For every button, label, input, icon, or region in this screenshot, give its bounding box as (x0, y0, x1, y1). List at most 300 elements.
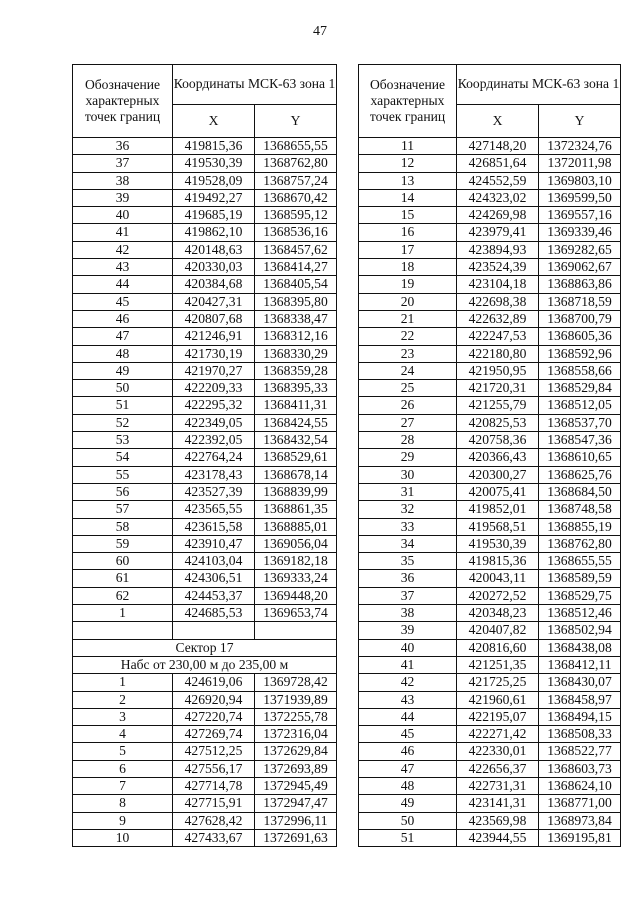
x-cell: 424103,04 (173, 553, 255, 570)
x-cell: 422731,31 (457, 777, 539, 794)
y-cell: 1368762,80 (539, 535, 621, 552)
table-row (73, 345, 337, 362)
point-number-cell: 61 (73, 570, 173, 587)
y-cell: 1368457,62 (255, 241, 337, 258)
table-row (359, 812, 621, 829)
coordinates-table-right (358, 64, 621, 847)
x-cell: 421950,95 (457, 362, 539, 379)
y-cell: 1368414,27 (255, 259, 337, 276)
table-row (359, 293, 621, 310)
point-number-cell: 46 (359, 743, 457, 760)
x-cell: 422349,05 (173, 414, 255, 431)
point-number-cell: 5 (73, 743, 173, 760)
table-row (359, 345, 621, 362)
x-cell: 423894,93 (457, 241, 539, 258)
y-cell: 1369448,20 (255, 587, 337, 604)
table-row (359, 362, 621, 379)
table-row (73, 397, 337, 414)
table-row (359, 189, 621, 206)
point-number-cell: 50 (73, 380, 173, 397)
table-row (73, 241, 337, 258)
table-row (359, 155, 621, 172)
y-cell: 1368412,11 (539, 656, 621, 673)
table-row (73, 432, 337, 449)
y-cell: 1372011,98 (539, 155, 621, 172)
point-number-cell: 40 (73, 207, 173, 224)
y-cell: 1368359,28 (255, 362, 337, 379)
point-number-cell: 48 (359, 777, 457, 794)
x-cell: 420807,68 (173, 310, 255, 327)
table-row (73, 570, 337, 587)
y-cell: 1368684,50 (539, 483, 621, 500)
y-cell: 1368529,84 (539, 380, 621, 397)
x-cell: 420348,23 (457, 605, 539, 622)
table-row (73, 224, 337, 241)
y-cell: 1368603,73 (539, 760, 621, 777)
point-number-cell: 3 (73, 708, 173, 725)
y-cell: 1368670,42 (255, 189, 337, 206)
empty-cell (173, 622, 255, 639)
point-number-cell: 58 (73, 518, 173, 535)
designation-header: Обозначение характерных точек границ (359, 65, 457, 138)
point-number-cell: 35 (359, 553, 457, 570)
x-cell: 423569,98 (457, 812, 539, 829)
point-number-cell: 8 (73, 795, 173, 812)
point-number-cell: 44 (359, 708, 457, 725)
point-number-cell: 13 (359, 172, 457, 189)
y-cell: 1368547,36 (539, 432, 621, 449)
x-cell: 424306,51 (173, 570, 255, 587)
x-cell: 421720,31 (457, 380, 539, 397)
point-number-cell: 41 (73, 224, 173, 241)
y-cell: 1368625,76 (539, 466, 621, 483)
table-row (73, 743, 337, 760)
table-row (73, 777, 337, 794)
point-number-cell: 25 (359, 380, 457, 397)
x-cell: 419492,27 (173, 189, 255, 206)
point-number-cell: 29 (359, 449, 457, 466)
table-row (73, 328, 337, 345)
x-cell: 421255,79 (457, 397, 539, 414)
y-cell: 1368624,10 (539, 777, 621, 794)
point-number-cell: 42 (73, 241, 173, 258)
x-cell: 422764,24 (173, 449, 255, 466)
y-cell: 1368430,07 (539, 674, 621, 691)
table-row (359, 483, 621, 500)
x-cell: 421960,61 (457, 691, 539, 708)
x-cell: 419568,51 (457, 518, 539, 535)
x-cell: 427433,67 (173, 829, 255, 846)
point-number-cell: 54 (73, 449, 173, 466)
right-rows (359, 138, 621, 847)
y-header: Y (255, 104, 337, 137)
x-cell: 423141,31 (457, 795, 539, 812)
page-number: 47 (313, 24, 327, 39)
point-number-cell: 43 (359, 691, 457, 708)
y-cell: 1368748,58 (539, 501, 621, 518)
table-row (359, 829, 621, 846)
designation-header: Обозначение характерных точек границ (73, 65, 173, 138)
x-cell: 419815,36 (457, 553, 539, 570)
table-row (73, 189, 337, 206)
sector-subtitle: Набс от 230,00 м до 235,00 м (73, 656, 337, 673)
y-cell: 1372629,84 (255, 743, 337, 760)
table-row (73, 155, 337, 172)
x-cell: 419685,19 (173, 207, 255, 224)
x-cell: 421730,19 (173, 345, 255, 362)
x-cell: 422295,32 (173, 397, 255, 414)
point-number-cell: 9 (73, 812, 173, 829)
table-row (73, 518, 337, 535)
point-number-cell: 6 (73, 760, 173, 777)
y-cell: 1368973,84 (539, 812, 621, 829)
y-cell: 1368655,55 (539, 553, 621, 570)
x-cell: 426920,94 (173, 691, 255, 708)
y-header: Y (539, 104, 621, 137)
y-cell: 1368757,24 (255, 172, 337, 189)
y-cell: 1368855,19 (539, 518, 621, 535)
point-number-cell: 60 (73, 553, 173, 570)
point-number-cell: 20 (359, 293, 457, 310)
x-cell: 421725,25 (457, 674, 539, 691)
table-row (73, 605, 337, 622)
y-cell: 1368863,86 (539, 276, 621, 293)
y-cell: 1372255,78 (255, 708, 337, 725)
x-cell: 427269,74 (173, 726, 255, 743)
table-row (73, 760, 337, 777)
y-cell: 1368536,16 (255, 224, 337, 241)
point-number-cell: 12 (359, 155, 457, 172)
point-number-cell: 21 (359, 310, 457, 327)
y-cell: 1368338,47 (255, 310, 337, 327)
y-cell: 1369056,04 (255, 535, 337, 552)
x-cell: 420825,53 (457, 414, 539, 431)
point-number-cell: 43 (73, 259, 173, 276)
point-number-cell: 17 (359, 241, 457, 258)
table-row (359, 587, 621, 604)
x-cell: 419530,39 (457, 535, 539, 552)
y-cell: 1368678,14 (255, 466, 337, 483)
point-number-cell: 40 (359, 639, 457, 656)
x-cell: 423178,43 (173, 466, 255, 483)
y-cell: 1368885,01 (255, 518, 337, 535)
x-cell: 422180,80 (457, 345, 539, 362)
y-cell: 1369557,16 (539, 207, 621, 224)
y-cell: 1371939,89 (255, 691, 337, 708)
y-cell: 1369182,18 (255, 553, 337, 570)
point-number-cell: 45 (73, 293, 173, 310)
table-row (359, 224, 621, 241)
point-number-cell: 19 (359, 276, 457, 293)
table-row (359, 622, 621, 639)
point-number-cell: 18 (359, 259, 457, 276)
table-row (359, 259, 621, 276)
point-number-cell: 47 (73, 328, 173, 345)
y-cell: 1368589,59 (539, 570, 621, 587)
y-cell: 1369333,24 (255, 570, 337, 587)
y-cell: 1368458,97 (539, 691, 621, 708)
y-cell: 1368655,55 (255, 138, 337, 155)
x-cell: 423944,55 (457, 829, 539, 846)
table-row (73, 310, 337, 327)
point-number-cell: 46 (73, 310, 173, 327)
table-row (73, 483, 337, 500)
table-row (73, 138, 337, 155)
table-row (359, 414, 621, 431)
x-cell: 421246,91 (173, 328, 255, 345)
x-cell: 422271,42 (457, 726, 539, 743)
x-cell: 427556,17 (173, 760, 255, 777)
point-number-cell: 50 (359, 812, 457, 829)
coordinates-header: Координаты МСК-63 зона 1 (173, 65, 337, 105)
y-cell: 1369339,46 (539, 224, 621, 241)
table-row (73, 362, 337, 379)
point-number-cell: 1 (73, 605, 173, 622)
point-number-cell: 11 (359, 138, 457, 155)
x-cell: 427714,78 (173, 777, 255, 794)
y-cell: 1368411,31 (255, 397, 337, 414)
y-cell: 1368395,33 (255, 380, 337, 397)
table-row (359, 466, 621, 483)
x-cell: 427220,74 (173, 708, 255, 725)
table-row (359, 397, 621, 414)
table-row (73, 535, 337, 552)
table-row (73, 795, 337, 812)
point-number-cell: 38 (359, 605, 457, 622)
y-cell: 1368502,94 (539, 622, 621, 639)
x-cell: 419528,09 (173, 172, 255, 189)
y-cell: 1372996,11 (255, 812, 337, 829)
y-cell: 1369803,10 (539, 172, 621, 189)
table-row (359, 743, 621, 760)
point-number-cell: 30 (359, 466, 457, 483)
table-row (73, 553, 337, 570)
table-row (73, 656, 337, 673)
point-number-cell: 38 (73, 172, 173, 189)
x-cell: 420384,68 (173, 276, 255, 293)
x-cell: 420366,43 (457, 449, 539, 466)
point-number-cell: 7 (73, 777, 173, 794)
x-cell: 427715,91 (173, 795, 255, 812)
x-cell: 424323,02 (457, 189, 539, 206)
y-cell: 1372945,49 (255, 777, 337, 794)
table-row (359, 570, 621, 587)
table-row (359, 674, 621, 691)
point-number-cell: 36 (73, 138, 173, 155)
y-cell: 1368861,35 (255, 501, 337, 518)
point-number-cell: 55 (73, 466, 173, 483)
y-cell: 1368771,00 (539, 795, 621, 812)
y-cell: 1369195,81 (539, 829, 621, 846)
x-cell: 422330,01 (457, 743, 539, 760)
x-cell: 422698,38 (457, 293, 539, 310)
point-number-cell: 2 (73, 691, 173, 708)
point-number-cell: 26 (359, 397, 457, 414)
y-cell: 1368432,54 (255, 432, 337, 449)
coordinates-header: Координаты МСК-63 зона 1 (457, 65, 621, 105)
table-row (73, 276, 337, 293)
x-cell: 421970,27 (173, 362, 255, 379)
x-cell: 419815,36 (173, 138, 255, 155)
table-row (359, 726, 621, 743)
y-cell: 1368312,16 (255, 328, 337, 345)
table-row (359, 795, 621, 812)
point-number-cell: 45 (359, 726, 457, 743)
point-number-cell: 24 (359, 362, 457, 379)
x-cell: 422656,37 (457, 760, 539, 777)
table-row (359, 656, 621, 673)
x-cell: 424453,37 (173, 587, 255, 604)
table-row (359, 276, 621, 293)
y-cell: 1368512,46 (539, 605, 621, 622)
x-cell: 419852,01 (457, 501, 539, 518)
table-row (73, 812, 337, 829)
y-cell: 1369599,50 (539, 189, 621, 206)
x-cell: 420148,63 (173, 241, 255, 258)
table-row (359, 760, 621, 777)
x-cell: 424685,53 (173, 605, 255, 622)
y-cell: 1372693,89 (255, 760, 337, 777)
table-row (73, 414, 337, 431)
x-cell: 421251,35 (457, 656, 539, 673)
table-row (73, 708, 337, 725)
y-cell: 1369282,65 (539, 241, 621, 258)
point-number-cell: 37 (73, 155, 173, 172)
point-number-cell: 23 (359, 345, 457, 362)
x-cell: 420816,60 (457, 639, 539, 656)
y-cell: 1368494,15 (539, 708, 621, 725)
point-number-cell: 51 (359, 829, 457, 846)
table-row (359, 535, 621, 552)
y-cell: 1368558,66 (539, 362, 621, 379)
y-cell: 1372316,04 (255, 726, 337, 743)
table-row (73, 172, 337, 189)
table-row (73, 380, 337, 397)
x-cell: 423910,47 (173, 535, 255, 552)
x-cell: 423615,58 (173, 518, 255, 535)
table-row (359, 777, 621, 794)
point-number-cell: 48 (73, 345, 173, 362)
table-row (359, 241, 621, 258)
point-number-cell: 22 (359, 328, 457, 345)
point-number-cell: 10 (73, 829, 173, 846)
y-cell: 1368529,75 (539, 587, 621, 604)
x-cell: 424619,06 (173, 674, 255, 691)
x-cell: 422392,05 (173, 432, 255, 449)
table-row (73, 726, 337, 743)
x-cell: 420427,31 (173, 293, 255, 310)
x-header: X (457, 104, 539, 137)
point-number-cell: 32 (359, 501, 457, 518)
x-cell: 422247,53 (457, 328, 539, 345)
point-number-cell: 56 (73, 483, 173, 500)
y-cell: 1372947,47 (255, 795, 337, 812)
point-number-cell: 53 (73, 432, 173, 449)
table-row (359, 172, 621, 189)
point-number-cell: 62 (73, 587, 173, 604)
point-number-cell: 14 (359, 189, 457, 206)
x-cell: 419862,10 (173, 224, 255, 241)
x-cell: 424552,59 (457, 172, 539, 189)
point-number-cell: 37 (359, 587, 457, 604)
y-cell: 1372691,63 (255, 829, 337, 846)
x-cell: 422195,07 (457, 708, 539, 725)
table-row (359, 605, 621, 622)
point-number-cell: 44 (73, 276, 173, 293)
table-row (73, 691, 337, 708)
x-cell: 420043,11 (457, 570, 539, 587)
table-row (359, 639, 621, 656)
x-cell: 423524,39 (457, 259, 539, 276)
table-row (359, 449, 621, 466)
point-number-cell: 57 (73, 501, 173, 518)
table-row (73, 259, 337, 276)
x-cell: 422632,89 (457, 310, 539, 327)
table-row (73, 674, 337, 691)
table-row (359, 553, 621, 570)
x-cell: 423527,39 (173, 483, 255, 500)
point-number-cell: 36 (359, 570, 457, 587)
table-row (73, 466, 337, 483)
coordinates-table-left (72, 64, 337, 847)
point-number-cell: 16 (359, 224, 457, 241)
table-row (73, 622, 337, 639)
point-number-cell: 4 (73, 726, 173, 743)
y-cell: 1368330,29 (255, 345, 337, 362)
x-cell: 420407,82 (457, 622, 539, 639)
y-cell: 1369062,67 (539, 259, 621, 276)
x-cell: 420075,41 (457, 483, 539, 500)
point-number-cell: 42 (359, 674, 457, 691)
table-row (359, 138, 621, 155)
y-cell: 1368610,65 (539, 449, 621, 466)
y-cell: 1368424,55 (255, 414, 337, 431)
table-row (359, 380, 621, 397)
y-cell: 1368522,77 (539, 743, 621, 760)
table-row (73, 207, 337, 224)
point-number-cell: 39 (73, 189, 173, 206)
table-row (359, 518, 621, 535)
table-row (359, 691, 621, 708)
y-cell: 1368438,08 (539, 639, 621, 656)
point-number-cell: 49 (73, 362, 173, 379)
point-number-cell: 15 (359, 207, 457, 224)
left-rows-a (73, 138, 337, 622)
y-cell: 1368537,70 (539, 414, 621, 431)
table-row (73, 501, 337, 518)
point-number-cell: 31 (359, 483, 457, 500)
x-cell: 423565,55 (173, 501, 255, 518)
y-cell: 1368508,33 (539, 726, 621, 743)
x-cell: 427512,25 (173, 743, 255, 760)
x-cell: 419530,39 (173, 155, 255, 172)
x-cell: 424269,98 (457, 207, 539, 224)
table-row (73, 449, 337, 466)
point-number-cell: 52 (73, 414, 173, 431)
point-number-cell: 59 (73, 535, 173, 552)
table-row (73, 293, 337, 310)
table-row (359, 708, 621, 725)
point-number-cell: 27 (359, 414, 457, 431)
y-cell: 1368605,36 (539, 328, 621, 345)
y-cell: 1372324,76 (539, 138, 621, 155)
y-cell: 1368592,96 (539, 345, 621, 362)
table-row (73, 587, 337, 604)
y-cell: 1369728,42 (255, 674, 337, 691)
table-row (359, 432, 621, 449)
point-number-cell: 39 (359, 622, 457, 639)
y-cell: 1368839,99 (255, 483, 337, 500)
